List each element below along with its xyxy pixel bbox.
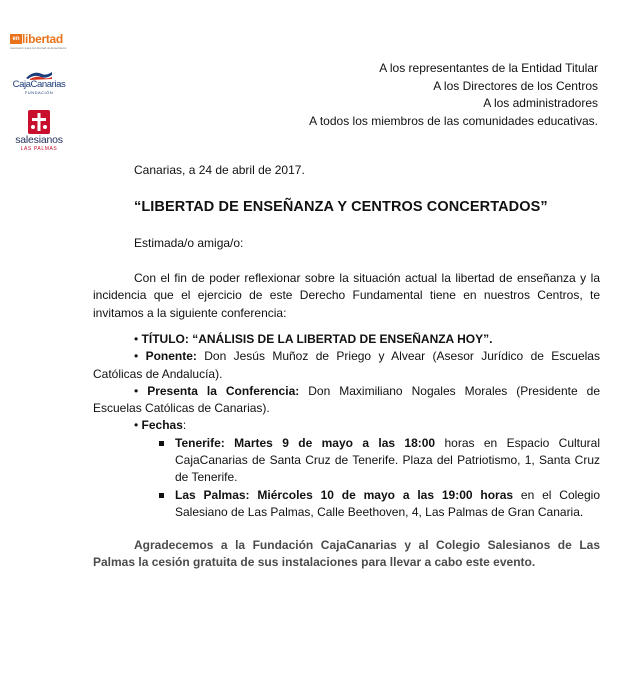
conference-details (93, 331, 600, 521)
fecha-rest: horas en Espacio Cultural CajaCanarias de Santa Cruz de Tenerife. Plaza del Patriotismo, 1, Santa Cruz de Tenerife. (175, 435, 600, 485)
fechas-label: Fechas (141, 418, 183, 433)
recipient-line: A los administradores (483, 96, 598, 110)
cajacanarias-logo (6, 70, 72, 100)
intro-text: Con el fin de poder reflexionar sobre la situación actual la libertad de enseñanza y la incidencia que el ejercicio de este Derecho Fundamental tiene en nuestros Centros, te invitamos a la siguiente conferencia: (93, 271, 600, 320)
en-libertad-logo (10, 34, 68, 52)
cajacanarias-logo-sub: FUNDACIÓN (24, 90, 54, 95)
titulo-label: TÍTULO: (141, 332, 189, 346)
ponente-value: Don Jesús Muñoz de Priego y Alvear (Asesor Jurídico de Escuelas Católicas de Andalucía). (93, 349, 600, 381)
letter-title: “LIBERTAD DE ENSEÑANZA Y CENTROS CONCERTADOS” (134, 199, 548, 215)
fecha-bold: Tenerife: Martes 9 de mayo a las 18:00 (175, 435, 436, 450)
en-libertad-logo-tagline: Asociación para la Libertad de Enseñanza (10, 46, 67, 50)
salesianos-logo-name: salesianos (15, 134, 63, 146)
en-libertad-logo-word: libertad (22, 32, 63, 46)
bullet: • (134, 383, 139, 398)
fechas-list (93, 435, 600, 521)
cajacanarias-logo-name: CajaCanarias (12, 79, 66, 90)
recipient-line: A los representantes de la Entidad Titular (379, 61, 598, 75)
fecha-item-las-palmas (93, 487, 600, 522)
bullet: • (134, 418, 139, 433)
acknowledgement-paragraph (93, 537, 600, 572)
recipient-line: A los Directores de los Centros (433, 78, 598, 93)
presenta-label: Presenta la Conferencia: (147, 383, 300, 398)
date-line: Canarias, a 24 de abril de 2017. (134, 163, 305, 177)
greeting: Estimada/o amiga/o: (134, 236, 244, 250)
presenta-value: Don Maximiliano Nogales Morales (Presidente de Escuelas Católicas de Canarias). (93, 383, 600, 416)
detail-fechas (93, 417, 600, 434)
en-libertad-logo-box: en (10, 34, 22, 44)
intro-paragraph (93, 270, 600, 322)
fechas-colon: : (182, 418, 187, 433)
fecha-bold: Las Palmas: Miércoles 10 de mayo a las 19:00 horas (175, 487, 514, 502)
fecha-item-tenerife (93, 435, 600, 487)
detail-presenta (93, 383, 600, 418)
salesianos-emblem-icon (28, 110, 50, 134)
fecha-rest: en el Colegio Salesiano de Las Palmas, Calle Beethoven, 4, Las Palmas de Gran Canaria. (175, 487, 600, 519)
square-bullet-icon (159, 441, 164, 446)
bullet: • (134, 332, 139, 346)
detail-ponente (93, 348, 600, 383)
bullet: • (134, 349, 139, 364)
square-bullet-icon (159, 493, 164, 498)
salesianos-logo (6, 110, 72, 152)
salesianos-logo-sub: LAS PALMAS (20, 146, 58, 152)
recipient-line: A todos los miembros de las comunidades educativas. (309, 113, 598, 128)
detail-titulo (93, 331, 600, 348)
recipients-block (309, 60, 598, 130)
ponente-label: Ponente: (145, 349, 197, 364)
titulo-value: “ANÁLISIS DE LA LIBERTAD DE ENSEÑANZA HOY”. (192, 332, 493, 346)
acknowledgement-text: Agradecemos a la Fundación CajaCanarias y al Colegio Salesianos de Las Palmas la cesión gratuita de sus instalaciones para llevar a cabo este evento. (93, 538, 600, 570)
